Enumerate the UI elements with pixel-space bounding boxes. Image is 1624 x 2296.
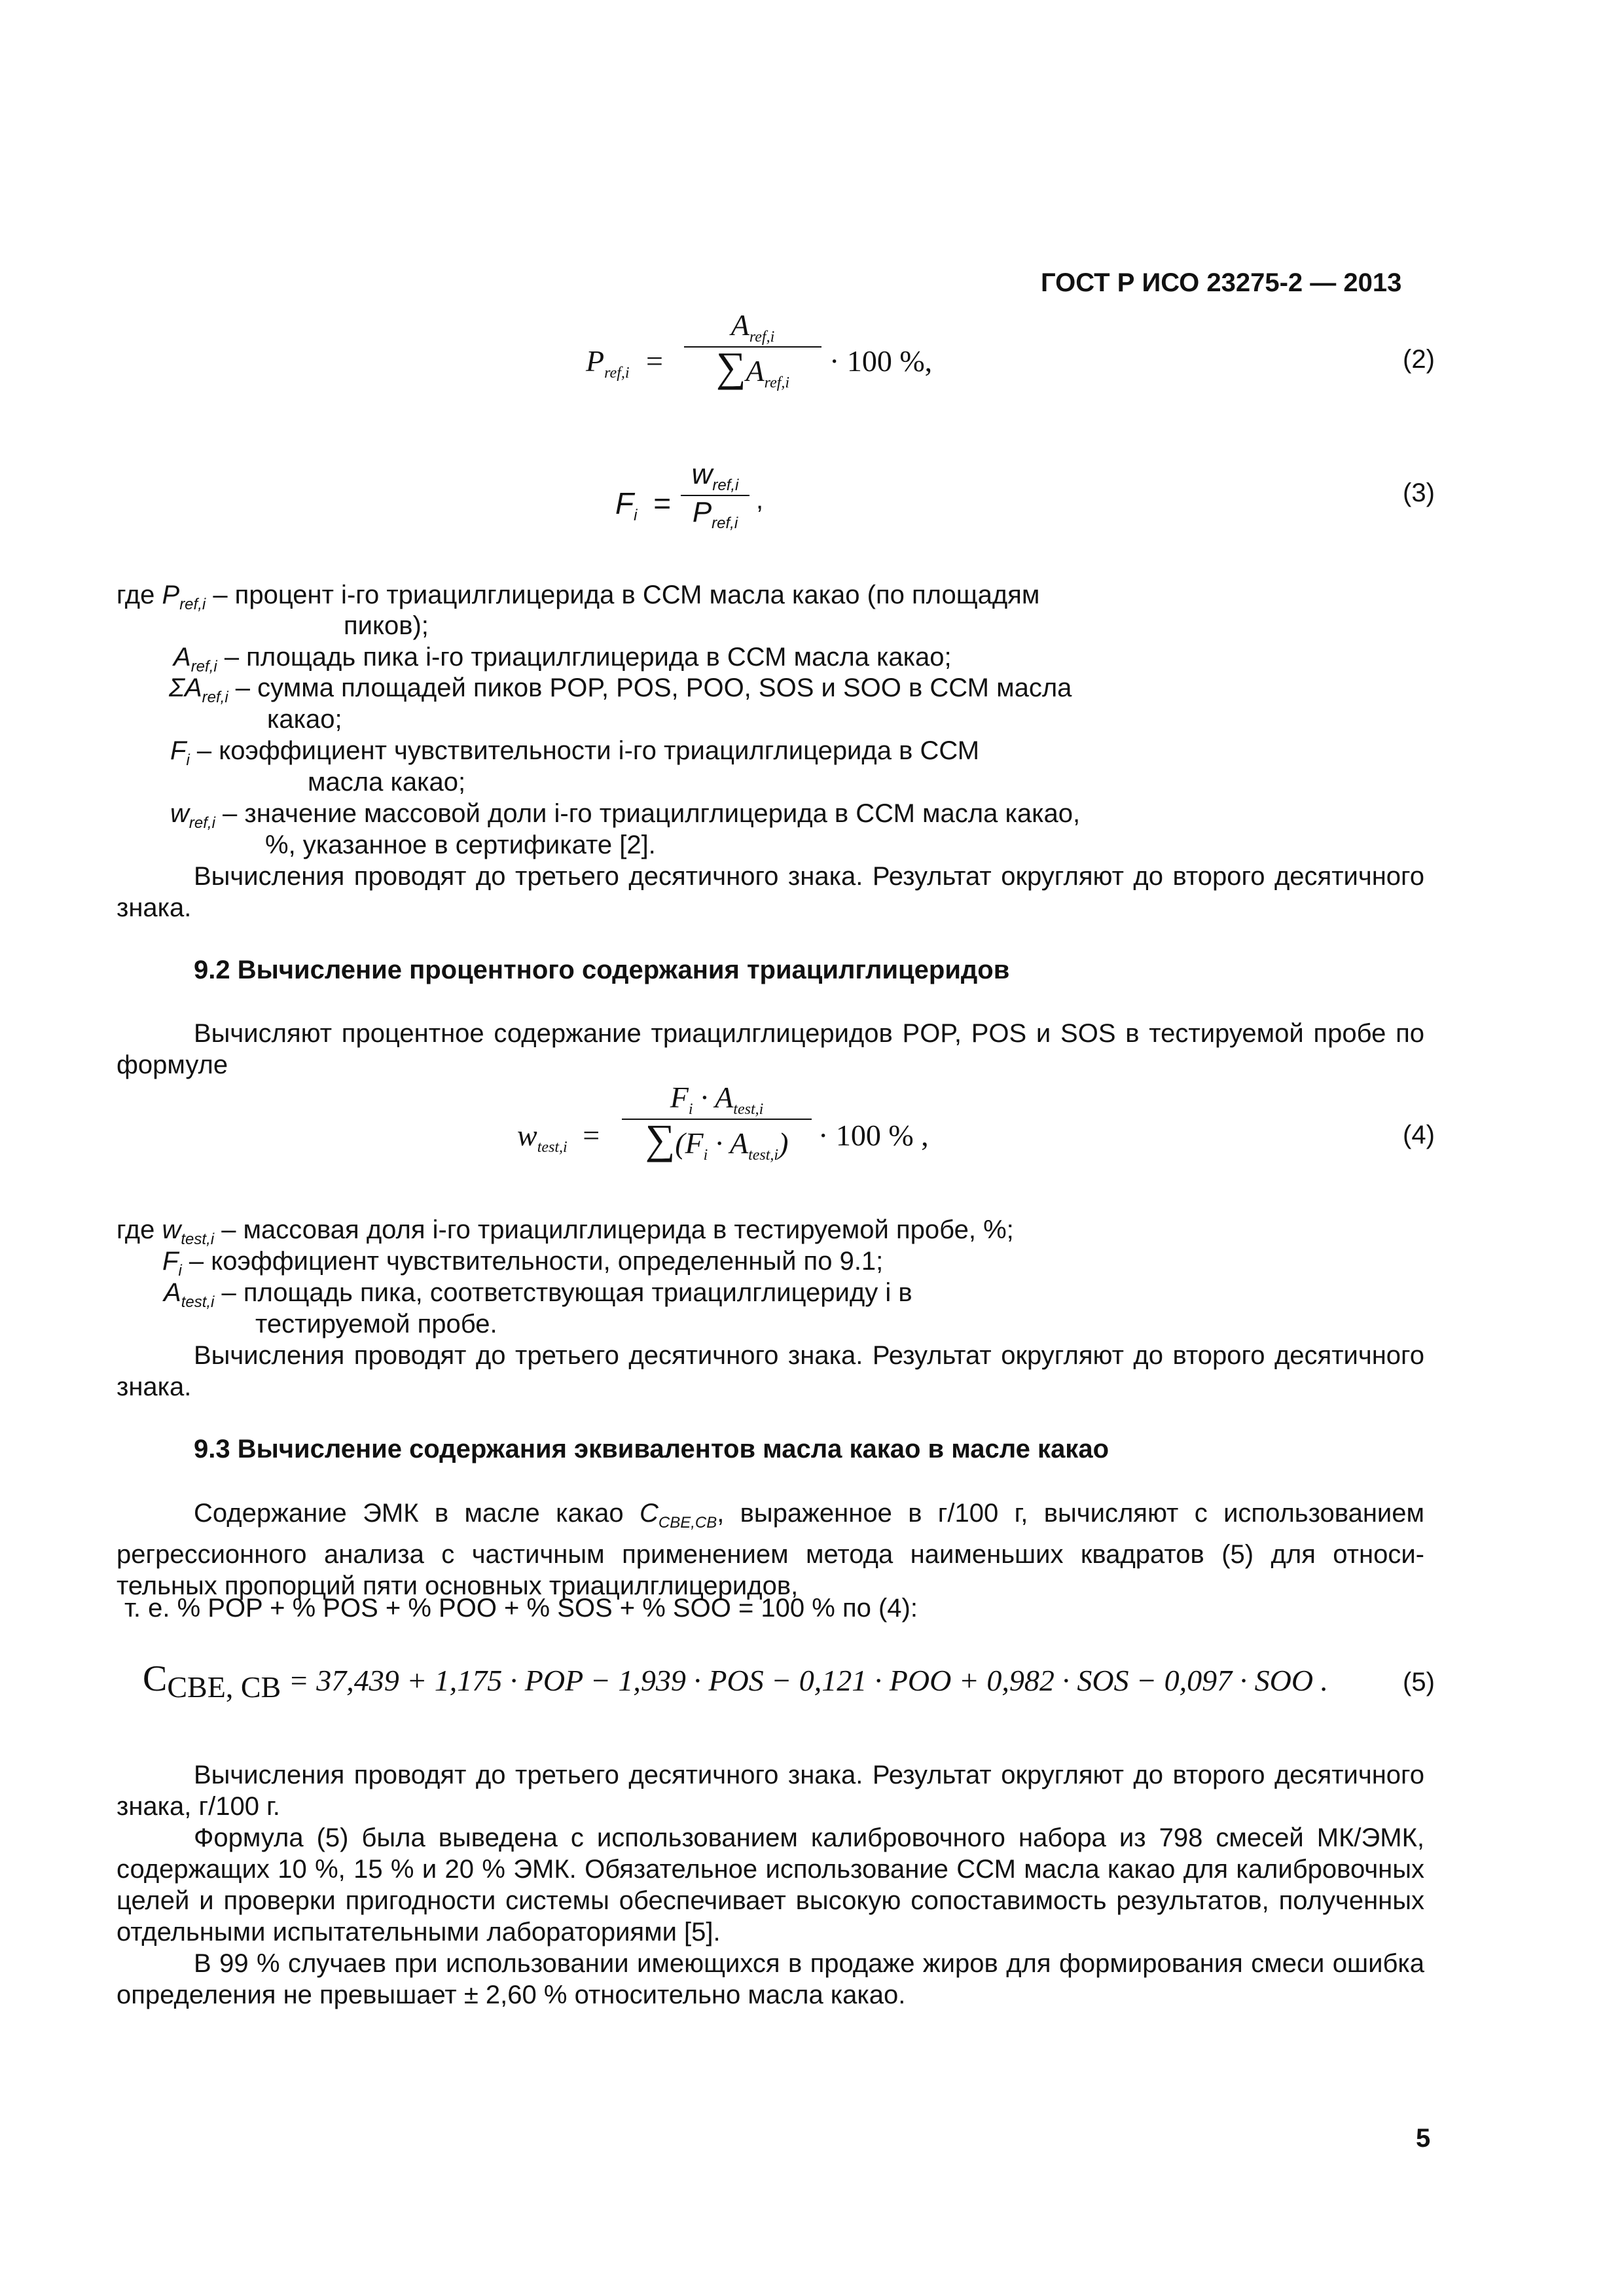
equation-3	[615, 458, 831, 550]
page-number: 5	[1416, 2124, 1431, 2153]
section-9-2-intro: Вычисляют процентное содержание триацилглицеридов POP, POS и SOS в тестируемой пробе по формуле	[117, 1019, 1424, 1079]
section-9-3-intro: Содержание ЭМК в масле какао $C_{CBE,CB}$, выраженное в г/100 г, вычисляют с использованием регрессионного анализа с частичным применением метода наименьших квадратов (5) для относи-тельных пропорций пяти основных триацилглицеридов,	[117, 1499, 1424, 1600]
legend2-item-2-cont: тестируемой пробе.	[255, 1310, 497, 1338]
legend1-item-0-cont: пиков);	[344, 611, 429, 640]
para-calc-2: Вычисления проводят до третьего десятичного знака. Результат округляют до второго десятичного знака.	[117, 1341, 1424, 1401]
eq3-tail: ,	[756, 486, 764, 514]
legend1-item-3: $F_i$ – коэффициент чувствительности i-го триацилглицерида в ССМ	[170, 736, 980, 769]
eq4-lhs: $w_{test,i}$ =	[517, 1119, 600, 1157]
eq2-number: (2)	[1403, 345, 1435, 374]
legend1-item-2: $\Sigma A_{ref,i}$ – сумма площадей пиков POP, POS, POO, SOS и SOO в ССМ масла	[169, 673, 1072, 706]
legend1-item-0: где $P_{ref,i}$ – процент i-го триацилглицерида в ССМ масла какао (по площадям	[117, 581, 1040, 613]
eq2-lhs: $P_{ref,i}$ =	[586, 344, 663, 382]
eq3-fraction: $w_{ref,i}$ $P_{ref,i}$	[681, 458, 749, 533]
eq5-number: (5)	[1403, 1668, 1435, 1696]
para-formula-5: Формула (5) была выведена с использованием калибровочного набора из 798 смесей МК/ЭМК, содержащих 10 %, 15 % и 20 % ЭМК. Обязательное использование ССМ масла какао для калибровочных целей и проверки пригодности системы обеспечивает высокую сопоставимость результатов, полученных отдельными испытательными лабораториями [5].	[117, 1823, 1424, 1946]
legend1-item-1: $A_{ref,i}$ – площадь пика i-го триацилглицерида в ССМ масла какао;	[173, 643, 952, 675]
para-99: В 99 % случаев при использовании имеющихся в продаже жиров для формирования смеси ошибка определения не превышает ± 2,60 % относительно масла какао.	[117, 1949, 1424, 2009]
equation-2	[586, 308, 933, 419]
eq2-tail: · 100 %,	[829, 344, 933, 378]
legend2-item-1: $F_i$ – коэффициент чувствительности, определенный по 9.1;	[162, 1247, 884, 1280]
equation-4	[517, 1080, 962, 1194]
eq2-fraction: $A_{ref,i}$ $\sum A_{ref,i}$	[684, 308, 821, 392]
legend1-item-4: $w_{ref,i}$ – значение массовой доли i-го триацилглицерида в ССМ масла какао,	[170, 799, 1081, 832]
legend1-item-4-cont: %, указанное в сертификате [2].	[265, 831, 656, 859]
legend1-item-2-cont: какао;	[267, 705, 342, 734]
section-9-3-intro-c: т. е. % POP + % POS + % POO + % SOS + % SOO = 100 % по (4):	[124, 1594, 918, 1623]
equation-5: $C_{CBE, CB} = 37,439 + 1,175$ · POP − 1,939 · POS − 0,121 · POO + 0,982 · SOS − 0,097 · SOO .	[143, 1659, 1329, 1704]
para-calc-3: Вычисления проводят до третьего десятичного знака. Результат округляют до второго десятичного знака, г/100 г.	[117, 1761, 1424, 1821]
para-calc-1: Вычисления проводят до третьего десятичного знака. Результат округляют до второго десятичного знака.	[117, 862, 1424, 922]
eq4-tail: · 100 % ,	[818, 1119, 929, 1152]
eq3-number: (3)	[1403, 478, 1435, 507]
eq4-number: (4)	[1403, 1121, 1435, 1149]
eq4-fraction: $F_i \cdot A_{test,i}$ $\sum(F_i \cdot A_{test,i})$	[622, 1080, 812, 1164]
section-9-2-title: 9.2 Вычисление процентного содержания триацилглицеридов	[194, 956, 1010, 984]
legend2-item-0: где $w_{test,i}$ – массовая доля i-го триацилглицерида в тестируемой пробе, %;	[117, 1215, 1014, 1248]
doc-header: ГОСТ Р ИСО 23275-2 — 2013	[1041, 268, 1402, 297]
section-9-3-title: 9.3 Вычисление содержания эквивалентов масла какао в масле какао	[194, 1435, 1110, 1463]
legend2-item-2: $A_{test,i}$ – площадь пика, соответствующая триацилглицериду i в	[164, 1278, 912, 1311]
legend1-item-3-cont: масла какао;	[308, 768, 466, 797]
eq3-lhs: $F_i$ =	[615, 486, 672, 525]
